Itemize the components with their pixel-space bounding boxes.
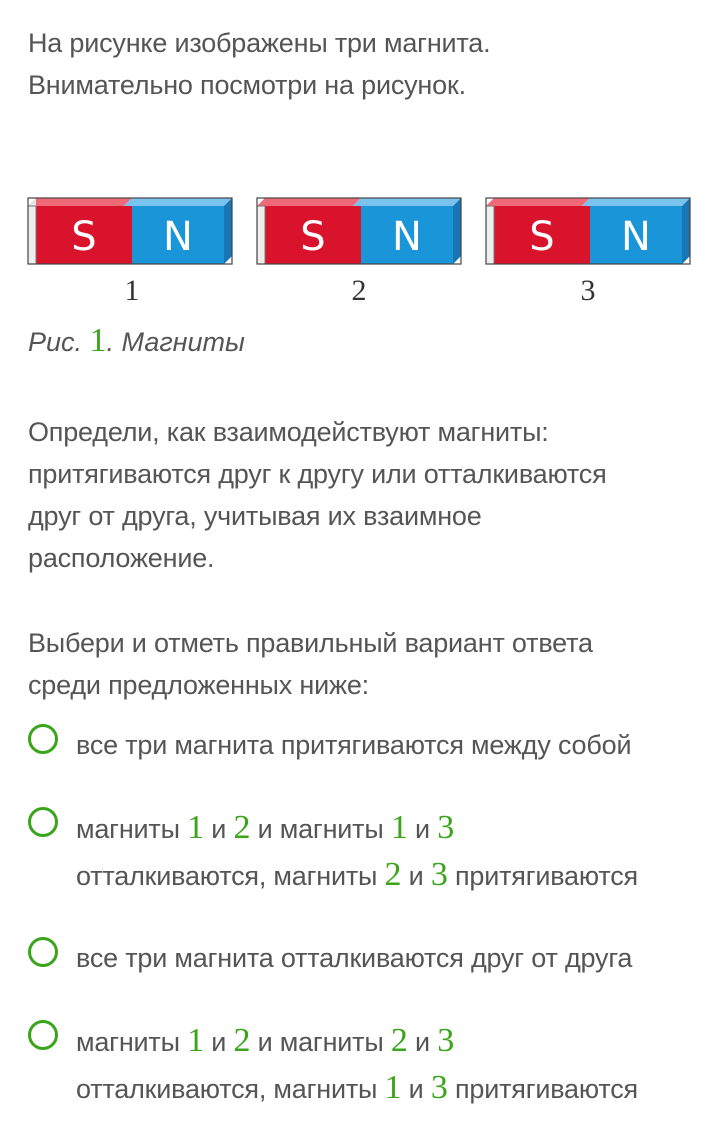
task-text	[28, 411, 698, 579]
task-line-4: расположение.	[28, 543, 215, 573]
answer-option-1[interactable]	[28, 722, 698, 768]
magnet-2-pole-n: N	[392, 214, 422, 260]
magnet-3-pole-n: N	[621, 214, 651, 260]
magnet-1-pole-n: N	[163, 214, 193, 260]
option-4-number: 1	[187, 1022, 204, 1059]
option-4-number: 2	[233, 1022, 251, 1059]
option-4-number: 3	[430, 1069, 448, 1106]
answer-option-3-text: все три магнита отталкиваются друг от друга	[76, 943, 633, 973]
option-4-word: и	[211, 1027, 227, 1057]
magnets-svg	[26, 196, 706, 306]
answer-option-2[interactable]	[28, 805, 698, 899]
option-4-word: и	[408, 1074, 424, 1104]
intro-line-2: Внимательно посмотри на рисунок.	[28, 70, 466, 100]
magnet-3-pole-s: S	[529, 214, 555, 260]
option-4-word: и	[414, 1027, 430, 1057]
instruction-text	[28, 622, 698, 706]
magnet-3-label: 3	[580, 274, 596, 306]
answer-option-2-text	[76, 805, 698, 899]
option-2-number: 1	[390, 809, 408, 846]
magnet-1-pole-s: S	[71, 214, 97, 260]
caption-prefix: Рис.	[28, 327, 83, 357]
caption-number: 1	[89, 322, 107, 359]
magnet-1	[28, 198, 232, 306]
option-4-number: 3	[437, 1022, 454, 1059]
task-line-3: друг от друга, учитывая их взаимное	[28, 501, 482, 531]
option-4-number: 1	[384, 1069, 402, 1106]
magnet-1-label: 1	[124, 274, 140, 306]
option-4-word: и магниты	[257, 1027, 384, 1057]
option-2-word: и	[408, 861, 424, 891]
option-2-word: и	[414, 814, 430, 844]
option-4-word: отталкиваются, магниты	[76, 1074, 378, 1104]
option-2-number: 3	[437, 809, 454, 846]
answer-option-4[interactable]	[28, 1018, 698, 1112]
option-4-word: притягиваются	[454, 1074, 638, 1104]
task-line-2: притягиваются друг к другу или отталкиваются	[28, 459, 607, 489]
intro-line-1: На рисунке изображены три магнита.	[28, 28, 491, 58]
caption-text: . Магниты	[106, 327, 245, 357]
answer-option-3[interactable]	[28, 935, 698, 981]
option-2-word: отталкиваются, магниты	[76, 861, 378, 891]
magnet-2	[257, 198, 461, 306]
instruction-line-2: среди предложенных ниже:	[28, 670, 369, 700]
option-2-word: притягиваются	[454, 861, 638, 891]
option-2-number: 3	[430, 856, 448, 893]
magnet-2-pole-s: S	[300, 214, 326, 260]
magnet-2-label: 2	[351, 274, 367, 306]
option-2-number: 2	[384, 856, 402, 893]
radio-button-4[interactable]	[28, 1020, 58, 1050]
answer-option-1-text: все три магнита притягиваются между собой	[76, 730, 632, 760]
answer-option-4-text	[76, 1018, 698, 1112]
option-2-word: магниты	[76, 814, 180, 844]
option-4-word: магниты	[76, 1027, 180, 1057]
radio-button-1[interactable]	[28, 724, 58, 754]
option-2-word: и магниты	[257, 814, 384, 844]
option-4-number: 2	[390, 1022, 408, 1059]
intro-text	[28, 22, 688, 106]
magnet-3	[486, 198, 690, 306]
radio-button-3[interactable]	[28, 937, 58, 967]
option-2-word: и	[211, 814, 227, 844]
instruction-line-1: Выбери и отметь правильный вариант ответа	[28, 628, 593, 658]
magnets-figure	[26, 196, 706, 306]
option-2-number: 2	[233, 809, 251, 846]
option-2-number: 1	[187, 809, 204, 846]
radio-button-2[interactable]	[28, 807, 58, 837]
figure-caption	[28, 322, 245, 360]
task-line-1: Определи, как взаимодействуют магниты:	[28, 417, 549, 447]
